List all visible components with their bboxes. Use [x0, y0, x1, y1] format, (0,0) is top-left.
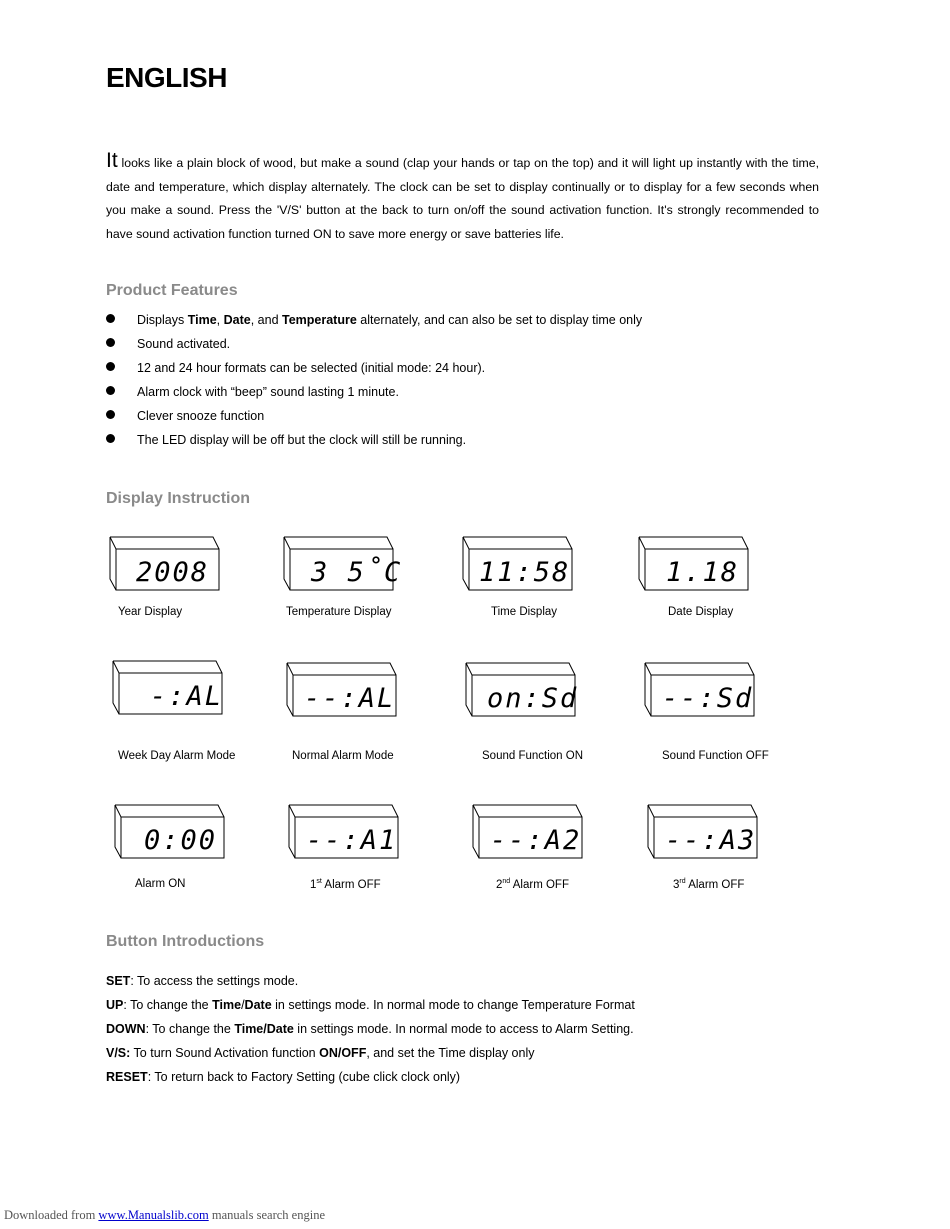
lcd-week-day-alarm-mode [112, 659, 226, 717]
display-heading: Display Instruction [106, 490, 251, 507]
feature-item: Alarm clock with “beep” sound lasting 1 minute. [106, 384, 642, 408]
svg-text:--:A1: --:A1 [306, 825, 398, 856]
page-title: ENGLISH [106, 62, 227, 93]
bullet-icon [106, 386, 115, 395]
svg-text:--:AL: --:AL [304, 683, 396, 714]
intro-paragraph [106, 150, 819, 246]
caption-alarm-3-off: 3rd Alarm OFF [673, 878, 745, 891]
bullet-icon [106, 362, 115, 371]
button-vs-description: V/S: To turn Sound Activation function ON/OFF, and set the Time display only [106, 1046, 535, 1060]
lcd-alarm-2-off [472, 803, 586, 861]
features-list [106, 312, 642, 456]
bullet-icon [106, 434, 115, 443]
svg-text:3 5˚C: 3 5˚C [311, 557, 403, 588]
caption-sound-function-on: Sound Function ON [482, 750, 584, 762]
button-set-description: SET: To access the settings mode. [106, 974, 299, 988]
svg-text:--:A2: --:A2 [490, 825, 582, 856]
features-heading: Product Features [106, 282, 238, 299]
svg-text:--:A3: --:A3 [665, 825, 757, 856]
caption-alarm-2-off: 2nd Alarm OFF [496, 878, 569, 891]
buttons-heading: Button Introductions [106, 933, 265, 950]
bullet-icon [106, 338, 115, 347]
lcd-temperature-display [283, 535, 403, 593]
caption-alarm-on: Alarm ON [135, 878, 186, 890]
button-down-description: DOWN: To change the Time/Date in settings mode. In normal mode to access to Alarm Setting. [106, 1022, 634, 1036]
svg-text:1.18: 1.18 [666, 557, 740, 588]
caption-normal-alarm-mode: Normal Alarm Mode [292, 750, 394, 762]
lcd-alarm-3-off [647, 803, 761, 861]
feature-item: Displays Time, Date, and Temperature alternately, and can also be set to display time only [106, 312, 642, 336]
caption-sound-function-off: Sound Function OFF [662, 750, 769, 762]
caption-week-day-alarm-mode: Week Day Alarm Mode [118, 750, 236, 762]
caption-alarm-1-off: 1st Alarm OFF [310, 878, 381, 891]
lcd-alarm-1-off [288, 803, 402, 861]
intro-text: looks like a plain block of wood, but make a sound (clap your hands or tap on the top) and it will light up instantly with the time, date and temperature, which display alternately. The clock can be set to display continually or to display for a few seconds when you make a sound. Press the 'V/S' button at the back to turn on/off the sound activation function. It's strongly recommended to have sound activation function turned ON to save more energy or save batteries life. [106, 156, 819, 241]
bullet-icon [106, 314, 115, 323]
feature-item: Sound activated. [106, 336, 642, 360]
svg-text:-:AL: -:AL [150, 681, 224, 712]
button-reset-description: RESET: To return back to Factory Setting (cube click clock only) [106, 1070, 461, 1084]
lcd-time-display [462, 535, 576, 593]
caption-time-display: Time Display [491, 606, 558, 618]
button-introductions [106, 973, 635, 1093]
caption-temperature-display: Temperature Display [286, 606, 392, 618]
lcd-sound-function-off [644, 661, 758, 719]
feature-item: 12 and 24 hour formats can be selected (initial mode: 24 hour). [106, 360, 642, 384]
feature-item: The LED display will be off but the clock will still be running. [106, 432, 642, 456]
lcd-year-display [109, 535, 223, 593]
svg-text:2008: 2008 [136, 557, 210, 588]
feature-item: Clever snooze function [106, 408, 642, 432]
footer: Downloaded from www.Manualslib.com manuals search engine [4, 1208, 325, 1222]
svg-text:11:58: 11:58 [479, 557, 571, 588]
caption-year-display: Year Display [118, 606, 183, 618]
intro-first-word: It [106, 149, 118, 172]
button-up-description: UP: To change the Time/Date in settings mode. In normal mode to change Temperature Format [106, 998, 635, 1012]
manualslib-link[interactable]: www.Manualslib.com [98, 1208, 209, 1222]
lcd-alarm-on [114, 803, 228, 861]
lcd-sound-function-on [465, 661, 579, 719]
bullet-icon [106, 410, 115, 419]
lcd-date-display [638, 535, 752, 593]
svg-text:0:00: 0:00 [144, 825, 218, 856]
lcd-normal-alarm-mode [286, 661, 400, 719]
svg-text:on:Sd: on:Sd [487, 683, 579, 714]
caption-date-display: Date Display [668, 606, 734, 618]
svg-text:--:Sd: --:Sd [662, 683, 754, 714]
